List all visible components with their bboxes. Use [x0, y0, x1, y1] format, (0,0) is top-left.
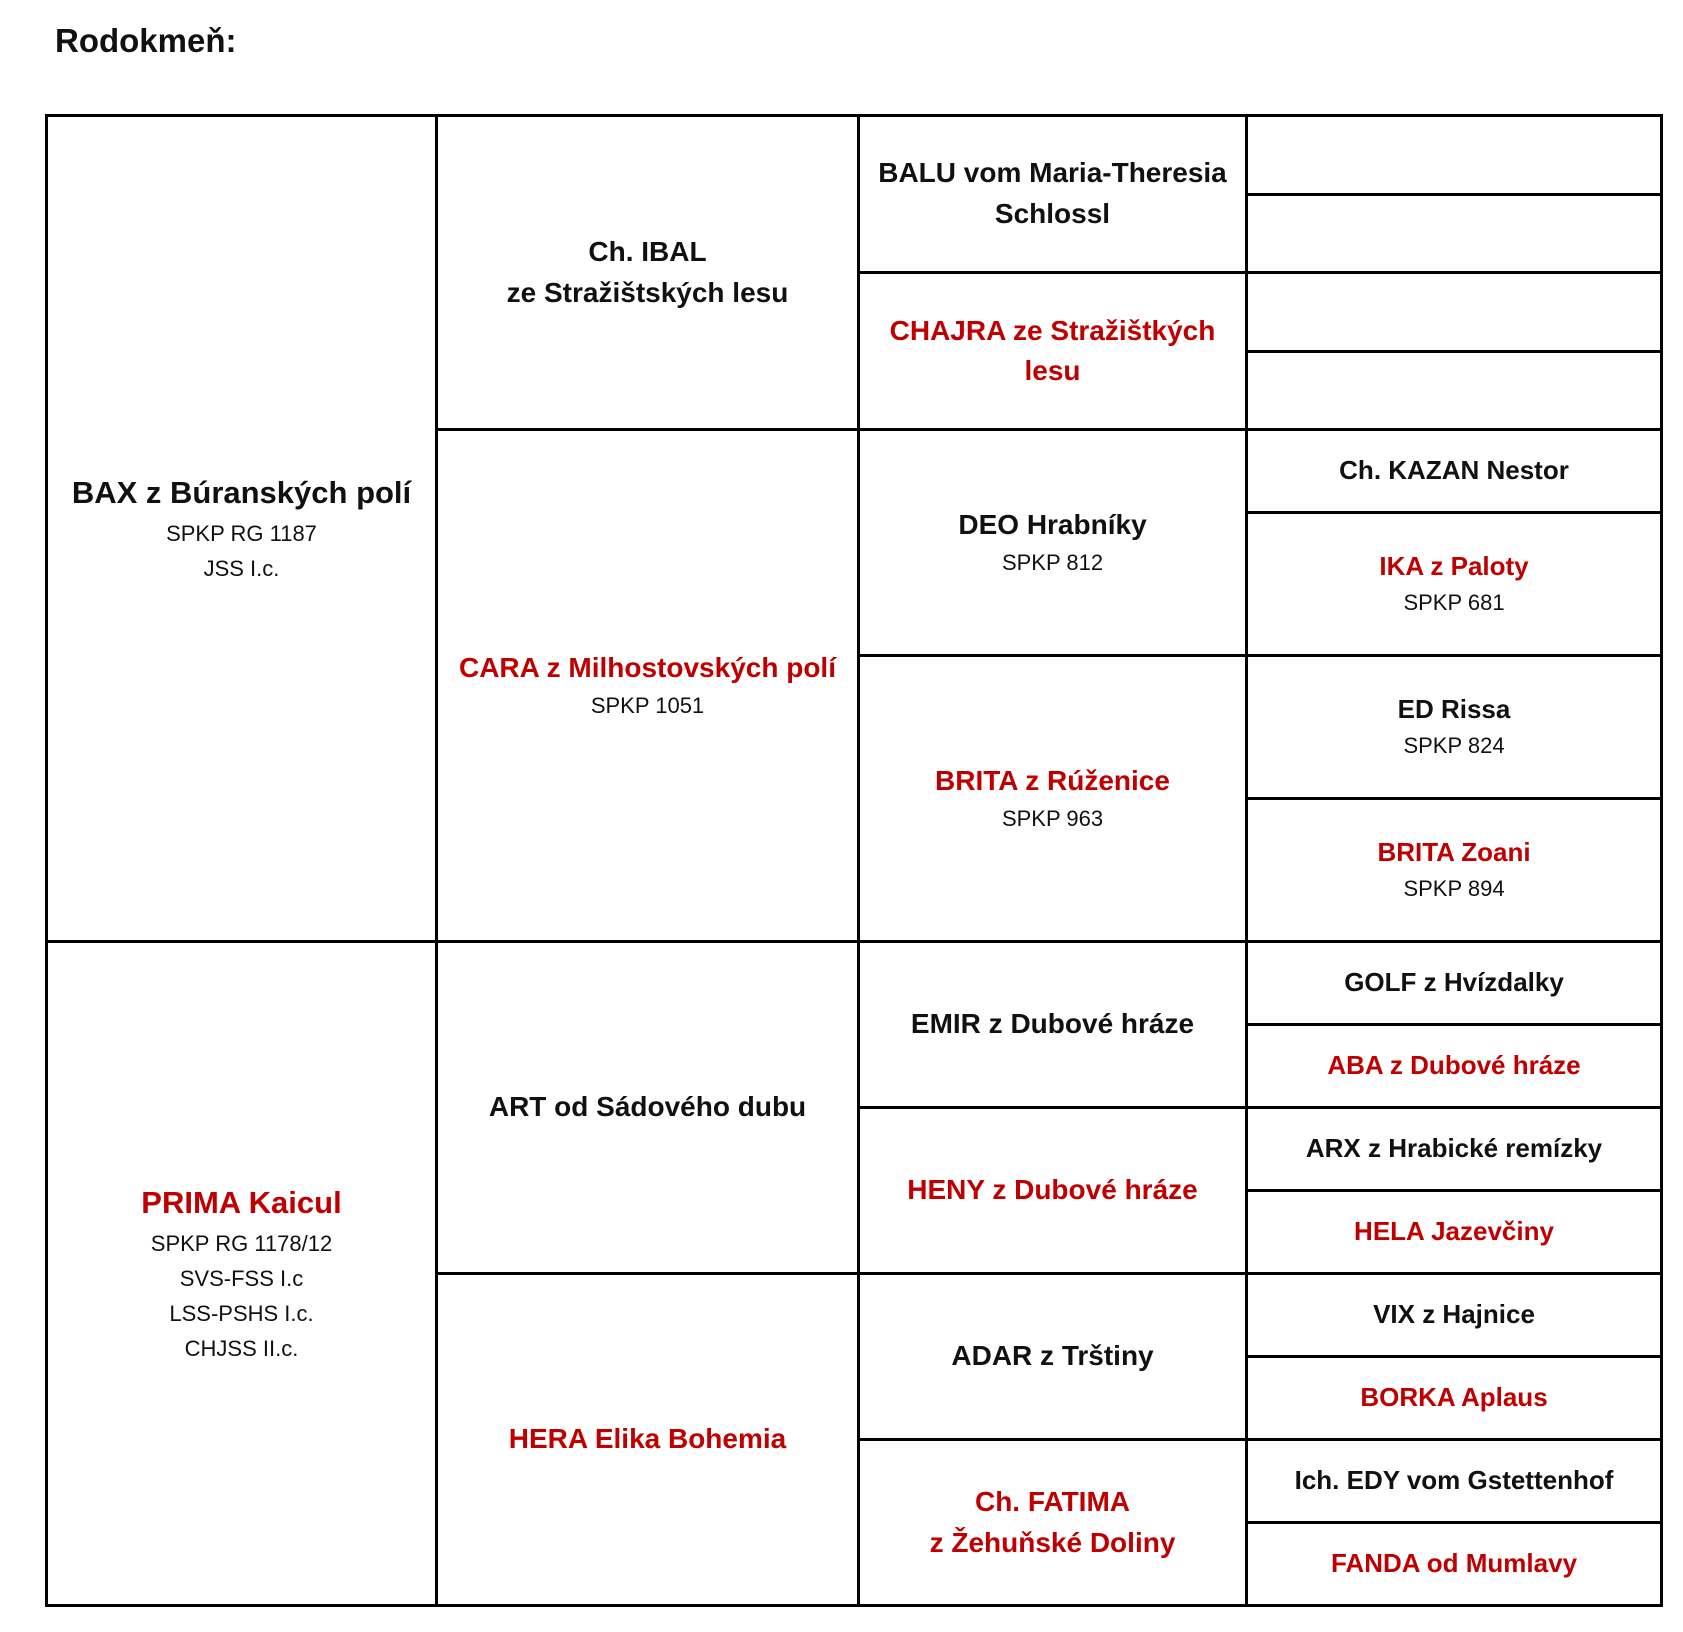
pedigree-row: [47, 116, 1662, 195]
gen4-cell: [1247, 116, 1662, 195]
gen4-cell: [1247, 1522, 1662, 1605]
dog-name: [444, 648, 851, 689]
dog-name: VIX z Hajnice: [1373, 1299, 1535, 1330]
gen4-cell: [1247, 430, 1662, 513]
gen3-cell: [859, 273, 1247, 430]
page-title: Rodokmeň:: [55, 22, 237, 59]
dog-name-line: DEO Hrabníky: [958, 508, 1147, 540]
gen1-cell: [47, 116, 437, 942]
dog-name: IKA z Paloty: [1379, 550, 1529, 581]
dog-name: GOLF z Hvízdalky: [1344, 967, 1564, 998]
dog-name: ARX z Hrabické remízky: [1305, 1133, 1603, 1164]
dog-detail: LSS-PSHS I.c.: [169, 1301, 314, 1327]
dog-name: [866, 761, 1239, 802]
gen2-cell: [437, 942, 859, 1274]
gen4-cell: [1247, 513, 1662, 656]
dog-detail: SPKP 681: [1403, 590, 1505, 616]
gen4-cell: [1247, 942, 1662, 1025]
dog-name: ED Rissa: [1397, 693, 1511, 724]
dog-name: BRITA Zoani: [1377, 836, 1531, 867]
dog-name-line: CHAJRA ze Stražištkých lesu: [889, 314, 1216, 387]
dog-name: Ch. KAZAN Nestor: [1339, 455, 1569, 486]
dog-name: FANDA od Mumlavy: [1330, 1548, 1578, 1579]
dog-name: BORKA Aplaus: [1360, 1382, 1548, 1413]
dog-name-line: BALU vom Maria-Theresia: [878, 157, 1227, 189]
dog-name-line: ADAR z Trštiny: [951, 1340, 1154, 1372]
dog-detail: SPKP RG 1178/12: [150, 1230, 333, 1256]
gen1-cell: [47, 942, 437, 1606]
dog-detail: SPKP 963: [1001, 806, 1104, 832]
dog-name-line: Schlossl: [994, 198, 1111, 230]
dog-name-line: HERA Elika Bohemia: [508, 1423, 787, 1455]
gen3-cell: [859, 116, 1247, 273]
pedigree-row: [47, 942, 1662, 1025]
gen3-cell: [859, 1108, 1247, 1274]
gen3-cell: [859, 942, 1247, 1108]
dog-name: [866, 1004, 1239, 1045]
dog-name: [866, 505, 1239, 546]
dog-name: [444, 232, 851, 313]
dog-name: Ich. EDY vom Gstettenhof: [1294, 1465, 1614, 1496]
dog-name: HELA Jazevčiny: [1354, 1216, 1554, 1247]
dog-name: PRIMA Kaicul: [141, 1184, 342, 1220]
gen3-cell: [859, 430, 1247, 656]
dog-name: [444, 1419, 851, 1460]
dog-name-line: EMIR z Dubové hráze: [910, 1008, 1195, 1040]
gen3-cell: [859, 1440, 1247, 1606]
dog-name-line: CARA z Milhostovských polí: [458, 651, 836, 683]
dog-name: [866, 311, 1239, 392]
gen2-cell: [437, 430, 859, 942]
dog-name: [444, 1087, 851, 1128]
gen4-cell: [1247, 194, 1662, 273]
dog-detail: SVS-FSS I.c: [179, 1265, 304, 1291]
dog-name: BAX z Búranských polí: [71, 474, 412, 510]
dog-name-line: BRITA z Rúženice: [935, 764, 1170, 796]
gen2-cell: [437, 116, 859, 430]
gen4-cell: [1247, 1440, 1662, 1523]
gen3-cell: [859, 1274, 1247, 1440]
dog-name-line: z Žehuňské Doliny: [929, 1526, 1176, 1558]
dog-detail: SPKP 824: [1403, 733, 1505, 759]
dog-detail: SPKP 812: [1001, 550, 1104, 576]
dog-name: [866, 1336, 1239, 1377]
gen4-cell: [1247, 1108, 1662, 1191]
dog-name-line: ART od Sádového dubu: [488, 1091, 807, 1123]
gen4-cell: [1247, 1274, 1662, 1357]
gen4-cell: [1247, 799, 1662, 942]
dog-detail: SPKP 894: [1403, 876, 1505, 902]
dog-name: ABA z Dubové hráze: [1327, 1050, 1581, 1081]
gen4-cell: [1247, 1357, 1662, 1440]
gen4-cell: [1247, 273, 1662, 352]
dog-name-line: Ch. FATIMA: [974, 1485, 1130, 1517]
dog-name-line: ze Stražištských lesu: [506, 276, 789, 308]
dog-name: [866, 1482, 1239, 1563]
dog-name: [866, 153, 1239, 234]
dog-detail: JSS I.c.: [203, 556, 280, 582]
gen3-cell: [859, 656, 1247, 942]
dog-name-line: Ch. IBAL: [588, 236, 707, 268]
dog-name-line: HENY z Dubové hráze: [907, 1174, 1198, 1206]
gen4-cell: [1247, 351, 1662, 430]
gen4-cell: [1247, 656, 1662, 799]
dog-name: [866, 1170, 1239, 1211]
dog-detail: CHJSS II.c.: [184, 1336, 299, 1362]
pedigree-table: [45, 114, 1663, 1607]
dog-detail: SPKP 1051: [590, 693, 705, 719]
gen4-cell: [1247, 1025, 1662, 1108]
gen2-cell: [437, 1274, 859, 1606]
gen4-cell: [1247, 1191, 1662, 1274]
dog-detail: SPKP RG 1187: [166, 520, 317, 546]
